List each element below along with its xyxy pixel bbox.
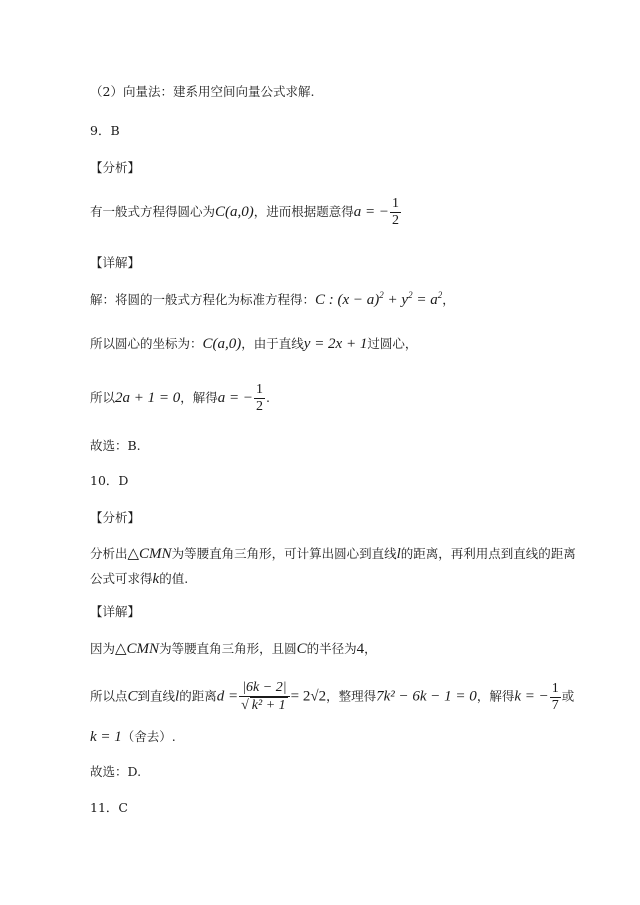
text: 为等腰直角三角形，可计算出圆心到直线 xyxy=(171,546,397,561)
math-line: y = 2x + 1 xyxy=(303,336,368,352)
text: 所以 xyxy=(90,390,116,406)
math-l: l xyxy=(396,546,401,562)
text: 的值. xyxy=(159,571,189,586)
text: 的距离，再利用点到直线的距离 xyxy=(400,546,576,561)
numerator: 1 xyxy=(254,382,265,399)
text: ，整理得 xyxy=(326,688,377,704)
math-part: C : (x − a) xyxy=(315,292,380,308)
sqrt-sign: √ xyxy=(241,698,249,714)
fraction xyxy=(390,196,401,229)
text: 或 xyxy=(561,688,575,704)
text: ，由于直线 xyxy=(241,336,304,351)
math-eq: k = 1 xyxy=(90,729,122,745)
denominator xyxy=(239,697,290,714)
exponent: 2 xyxy=(437,290,443,300)
text: 的距离 xyxy=(179,688,217,704)
fraction xyxy=(239,680,290,714)
analysis-text-10-1 xyxy=(90,545,576,563)
fraction xyxy=(550,681,561,714)
text: 公式可求得 xyxy=(90,571,153,586)
text: 解：将圆的一般式方程化为标准方程得： xyxy=(90,292,316,307)
text: ， xyxy=(442,292,455,307)
detail-text-9-1 xyxy=(90,290,455,309)
text: 的半径为 xyxy=(306,641,357,656)
text: ，解得 xyxy=(476,688,515,704)
detail-text-10-1 xyxy=(90,640,377,658)
detail-text-10-2 xyxy=(90,680,574,714)
math-triangle: △CMN xyxy=(115,641,160,657)
math-eq: a = − xyxy=(353,204,390,221)
math-k: k xyxy=(152,571,160,587)
answer-11: 11．C xyxy=(90,800,128,815)
math-part: + y xyxy=(383,292,409,308)
math-eq: = 2√2 xyxy=(290,688,327,705)
text: 所以点 xyxy=(90,688,128,704)
math-center: (a,0) xyxy=(225,204,254,221)
detail-text-10-3 xyxy=(90,728,176,746)
math-d: d = xyxy=(216,688,239,705)
answer-10: 10．D xyxy=(90,473,129,488)
text: 到直线 xyxy=(137,688,176,704)
math-l: l xyxy=(175,688,180,705)
text: 为等腰直角三角形，且圆 xyxy=(159,641,297,656)
text: 分析出 xyxy=(90,546,128,561)
math-eq: 2a + 1 = 0 xyxy=(115,390,181,407)
text: 有一般式方程得圆心为 xyxy=(90,204,216,220)
math-center: C(a,0) xyxy=(202,336,242,352)
analysis-heading-9: 【分析】 xyxy=(90,160,141,175)
radicand: k² + 1 xyxy=(251,698,286,714)
fraction xyxy=(254,382,265,415)
exponent: 2 xyxy=(408,290,413,300)
text: 所以圆心的坐标为： xyxy=(90,336,203,351)
numerator: |6k − 2| xyxy=(239,680,290,697)
math-eq: k = − xyxy=(514,688,549,705)
denominator: 7 xyxy=(551,697,559,713)
math-part: = a xyxy=(412,292,438,308)
analysis-heading-10: 【分析】 xyxy=(90,510,141,525)
math-triangle: △CMN xyxy=(127,546,172,562)
text: （舍去）. xyxy=(121,729,176,744)
numerator: 1 xyxy=(390,196,401,213)
analysis-text-9 xyxy=(90,196,402,229)
text: ，进而根据题意得 xyxy=(253,204,354,220)
text: 因为 xyxy=(90,641,116,656)
text: . xyxy=(266,390,271,406)
detail-text-9-2 xyxy=(90,335,417,353)
math-quadratic: 7k² − 6k − 1 = 0 xyxy=(376,688,477,705)
conclusion-10: 故选：D. xyxy=(90,764,142,779)
text-line-1: （2）向量法：建系用空间向量公式求解. xyxy=(90,84,315,99)
text: ， xyxy=(364,641,377,656)
math-eq: a = − xyxy=(217,390,254,407)
detail-heading-10: 【详解】 xyxy=(90,604,141,619)
denominator: 2 xyxy=(392,213,400,229)
math-c: C xyxy=(127,688,138,705)
answer-9: 9．B xyxy=(90,123,120,138)
math-circle-eq xyxy=(315,292,442,308)
text: ，解得 xyxy=(180,390,218,406)
denominator: 2 xyxy=(256,399,264,415)
math-radius: 4 xyxy=(356,641,365,657)
conclusion-9: 故选：B. xyxy=(90,438,141,453)
detail-text-9-3 xyxy=(90,382,270,415)
detail-heading-9: 【详解】 xyxy=(90,255,141,270)
math-c: C xyxy=(215,204,226,221)
text: 过圆心， xyxy=(367,336,418,351)
numerator: 1 xyxy=(550,681,561,698)
exponent: 2 xyxy=(379,290,384,300)
math-c: C xyxy=(296,641,307,657)
analysis-text-10-2 xyxy=(90,570,188,588)
